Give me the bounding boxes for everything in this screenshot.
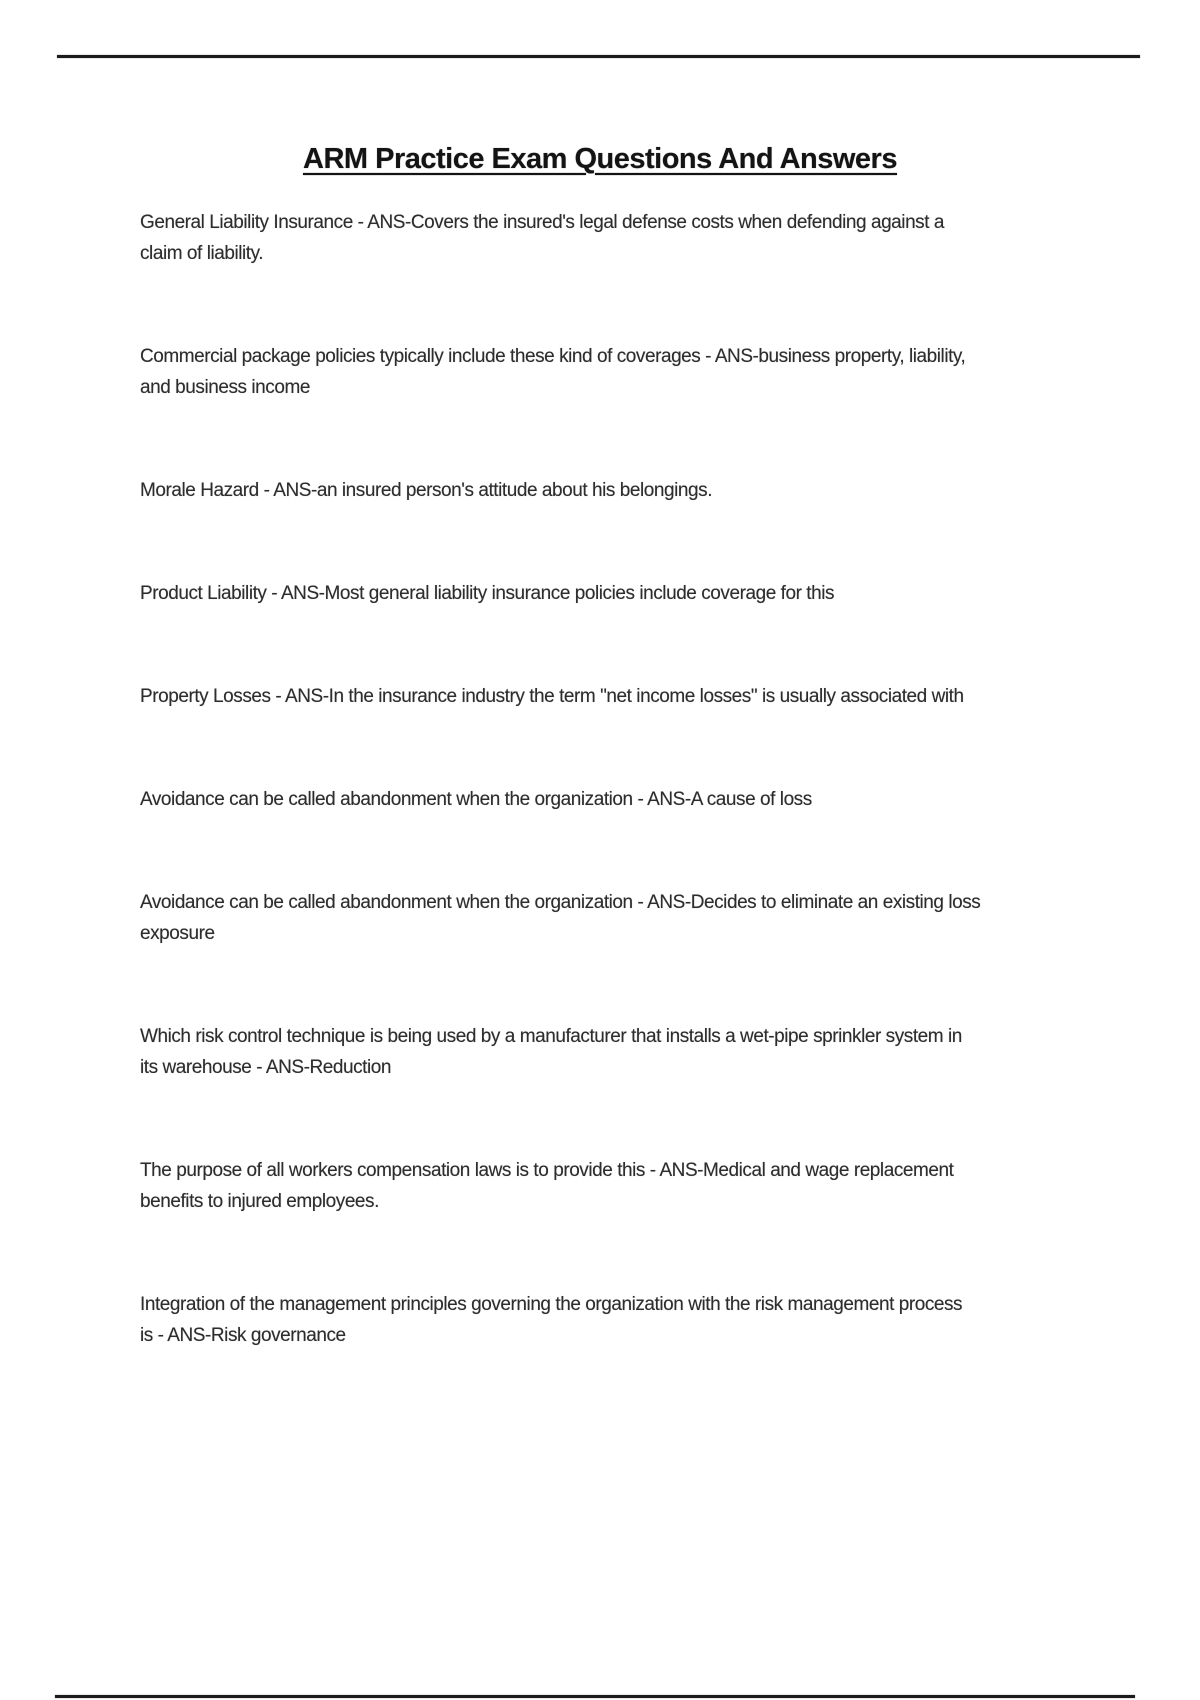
page-title: ARM Practice Exam Questions And Answers: [303, 143, 897, 175]
qa-line: General Liability Insurance - ANS-Covers the insured's legal defense costs when defending against a: [140, 212, 945, 233]
qa-line: benefits to injured employees.: [140, 1191, 379, 1212]
qa-line: is - ANS-Risk governance: [140, 1325, 346, 1346]
qa-line: Product Liability - ANS-Most general liability insurance policies include coverage for this: [140, 583, 835, 604]
qa-item: [140, 578, 1090, 609]
qa-line: Commercial package policies typically include these kind of coverages - ANS-business property, liability,: [140, 346, 966, 367]
qa-line: Avoidance can be called abandonment when the organization - ANS-Decides to eliminate an existing loss: [140, 892, 981, 913]
qa-item: [140, 207, 1090, 269]
qa-item: [140, 1155, 1090, 1217]
qa-line: claim of liability.: [140, 243, 264, 264]
qa-line: exposure: [140, 923, 215, 944]
qa-line: Avoidance can be called abandonment when the organization - ANS-A cause of loss: [140, 789, 812, 810]
qa-list: [140, 207, 1090, 1423]
qa-line: Integration of the management principles governing the organization with the risk management process: [140, 1294, 963, 1315]
qa-line: Morale Hazard - ANS-an insured person's attitude about his belongings.: [140, 480, 713, 501]
qa-item: [140, 887, 1090, 949]
header-rule: [57, 55, 1140, 58]
qa-line: The purpose of all workers compensation laws is to provide this - ANS-Medical and wage replacement: [140, 1160, 954, 1181]
qa-line: its warehouse - ANS-Reduction: [140, 1057, 391, 1078]
qa-line: and business income: [140, 377, 310, 398]
footer-rule: [55, 1695, 1135, 1698]
qa-item: [140, 784, 1090, 815]
qa-item: [140, 1021, 1090, 1083]
qa-item: [140, 681, 1090, 712]
qa-line: Property Losses - ANS-In the insurance industry the term "net income losses" is usually associated with: [140, 686, 964, 707]
qa-item: [140, 341, 1090, 403]
qa-item: [140, 475, 1090, 506]
qa-line: Which risk control technique is being used by a manufacturer that installs a wet-pipe sprinkler system in: [140, 1026, 962, 1047]
qa-item: [140, 1289, 1090, 1351]
title-container: [0, 143, 1200, 176]
